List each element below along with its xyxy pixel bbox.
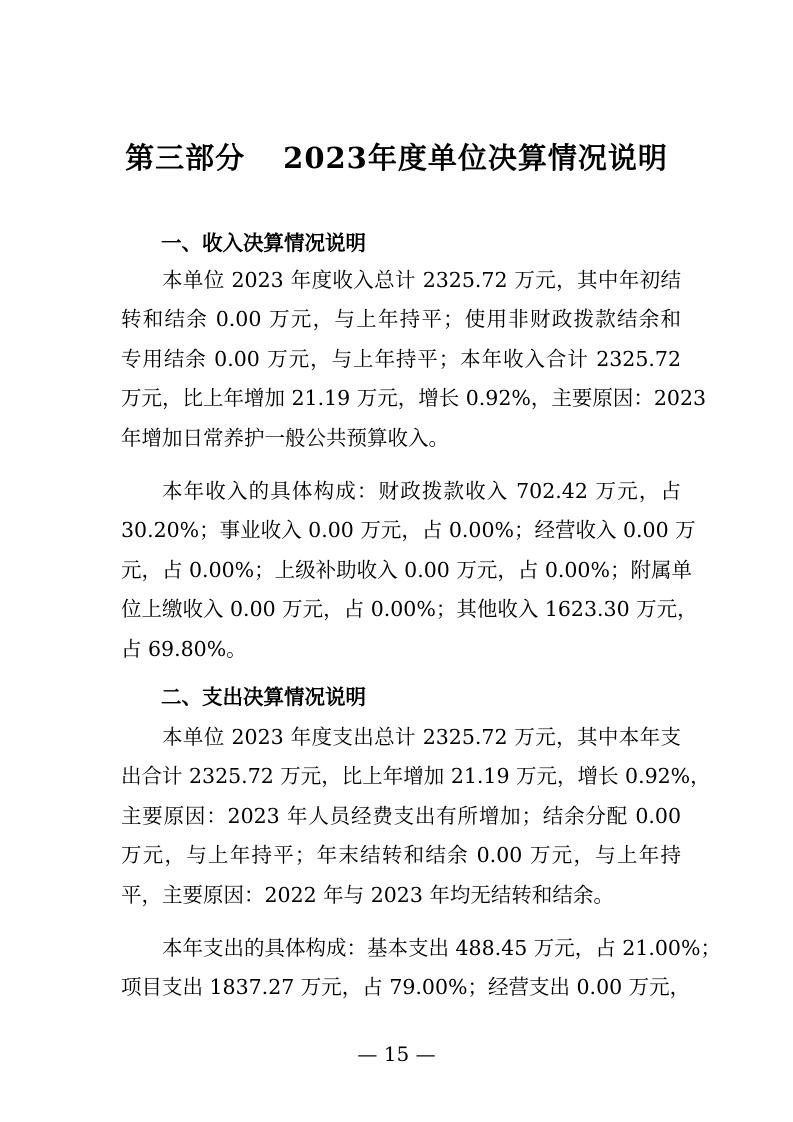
paragraph-line: 本年收入的具体构成：财政拨款收入 702.42 万元，占 — [162, 479, 681, 503]
paragraph-line: 本单位 2023 年度支出总计 2325.72 万元，其中本年支 — [162, 725, 681, 749]
expenditure-paragraph-2 — [121, 929, 721, 1008]
income-paragraph-1 — [121, 261, 707, 458]
section-heading-expenditure: 二、支出决算情况说明 — [161, 685, 366, 709]
paragraph-line: 项目支出 1837.27 万元，占 79.00%；经营支出 0.00 万元， — [121, 975, 691, 1000]
paragraph-line: 本年支出的具体构成：基本支出 488.45 万元，占 21.00%； — [162, 936, 721, 960]
paragraph-line: 元，占 0.00%；上级补助收入 0.00 万元，占 0.00%；附属单 — [121, 557, 692, 582]
paragraph-line: 位上缴收入 0.00 万元，占 0.00%；其他收入 1623.30 万元， — [121, 597, 698, 622]
title-part: 第三部分 — [125, 141, 246, 175]
paragraph-line: 专用结余 0.00 万元，与上年持平；本年收入合计 2325.72 — [121, 346, 681, 371]
page-number: — 15 — — [357, 1042, 436, 1066]
expenditure-paragraph-1 — [121, 718, 711, 915]
paragraph-line: 万元，与上年持平；年末结转和结余 0.00 万元，与上年持 — [121, 843, 681, 868]
page-title — [0, 136, 793, 177]
paragraph-line: 占 69.80%。 — [121, 636, 247, 661]
paragraph-line: 主要原因：2023 年人员经费支出有所增加；结余分配 0.00 — [121, 803, 681, 828]
paragraph-line: 30.20%；事业收入 0.00 万元，占 0.00%；经营收入 0.00 万 — [121, 518, 696, 543]
title-text: 2023年度单位决算情况说明 — [283, 141, 668, 175]
section-heading-income: 一、收入决算情况说明 — [161, 231, 366, 255]
paragraph-line: 转和结余 0.00 万元，与上年持平；使用非财政拨款结余和 — [121, 307, 681, 332]
paragraph-line: 平，主要原因：2022 年与 2023 年均无结转和结余。 — [121, 882, 614, 907]
paragraph-line: 出合计 2325.72 万元，比上年增加 21.19 万元，增长 0.92%， — [121, 764, 711, 789]
paragraph-line: 万元，比上年增加 21.19 万元，增长 0.92%，主要原因：2023 — [121, 386, 707, 411]
paragraph-line: 年增加日常养护一般公共预算收入。 — [121, 425, 449, 450]
income-paragraph-2 — [121, 472, 698, 669]
paragraph-line: 本单位 2023 年度收入总计 2325.72 万元，其中年初结 — [162, 268, 681, 292]
